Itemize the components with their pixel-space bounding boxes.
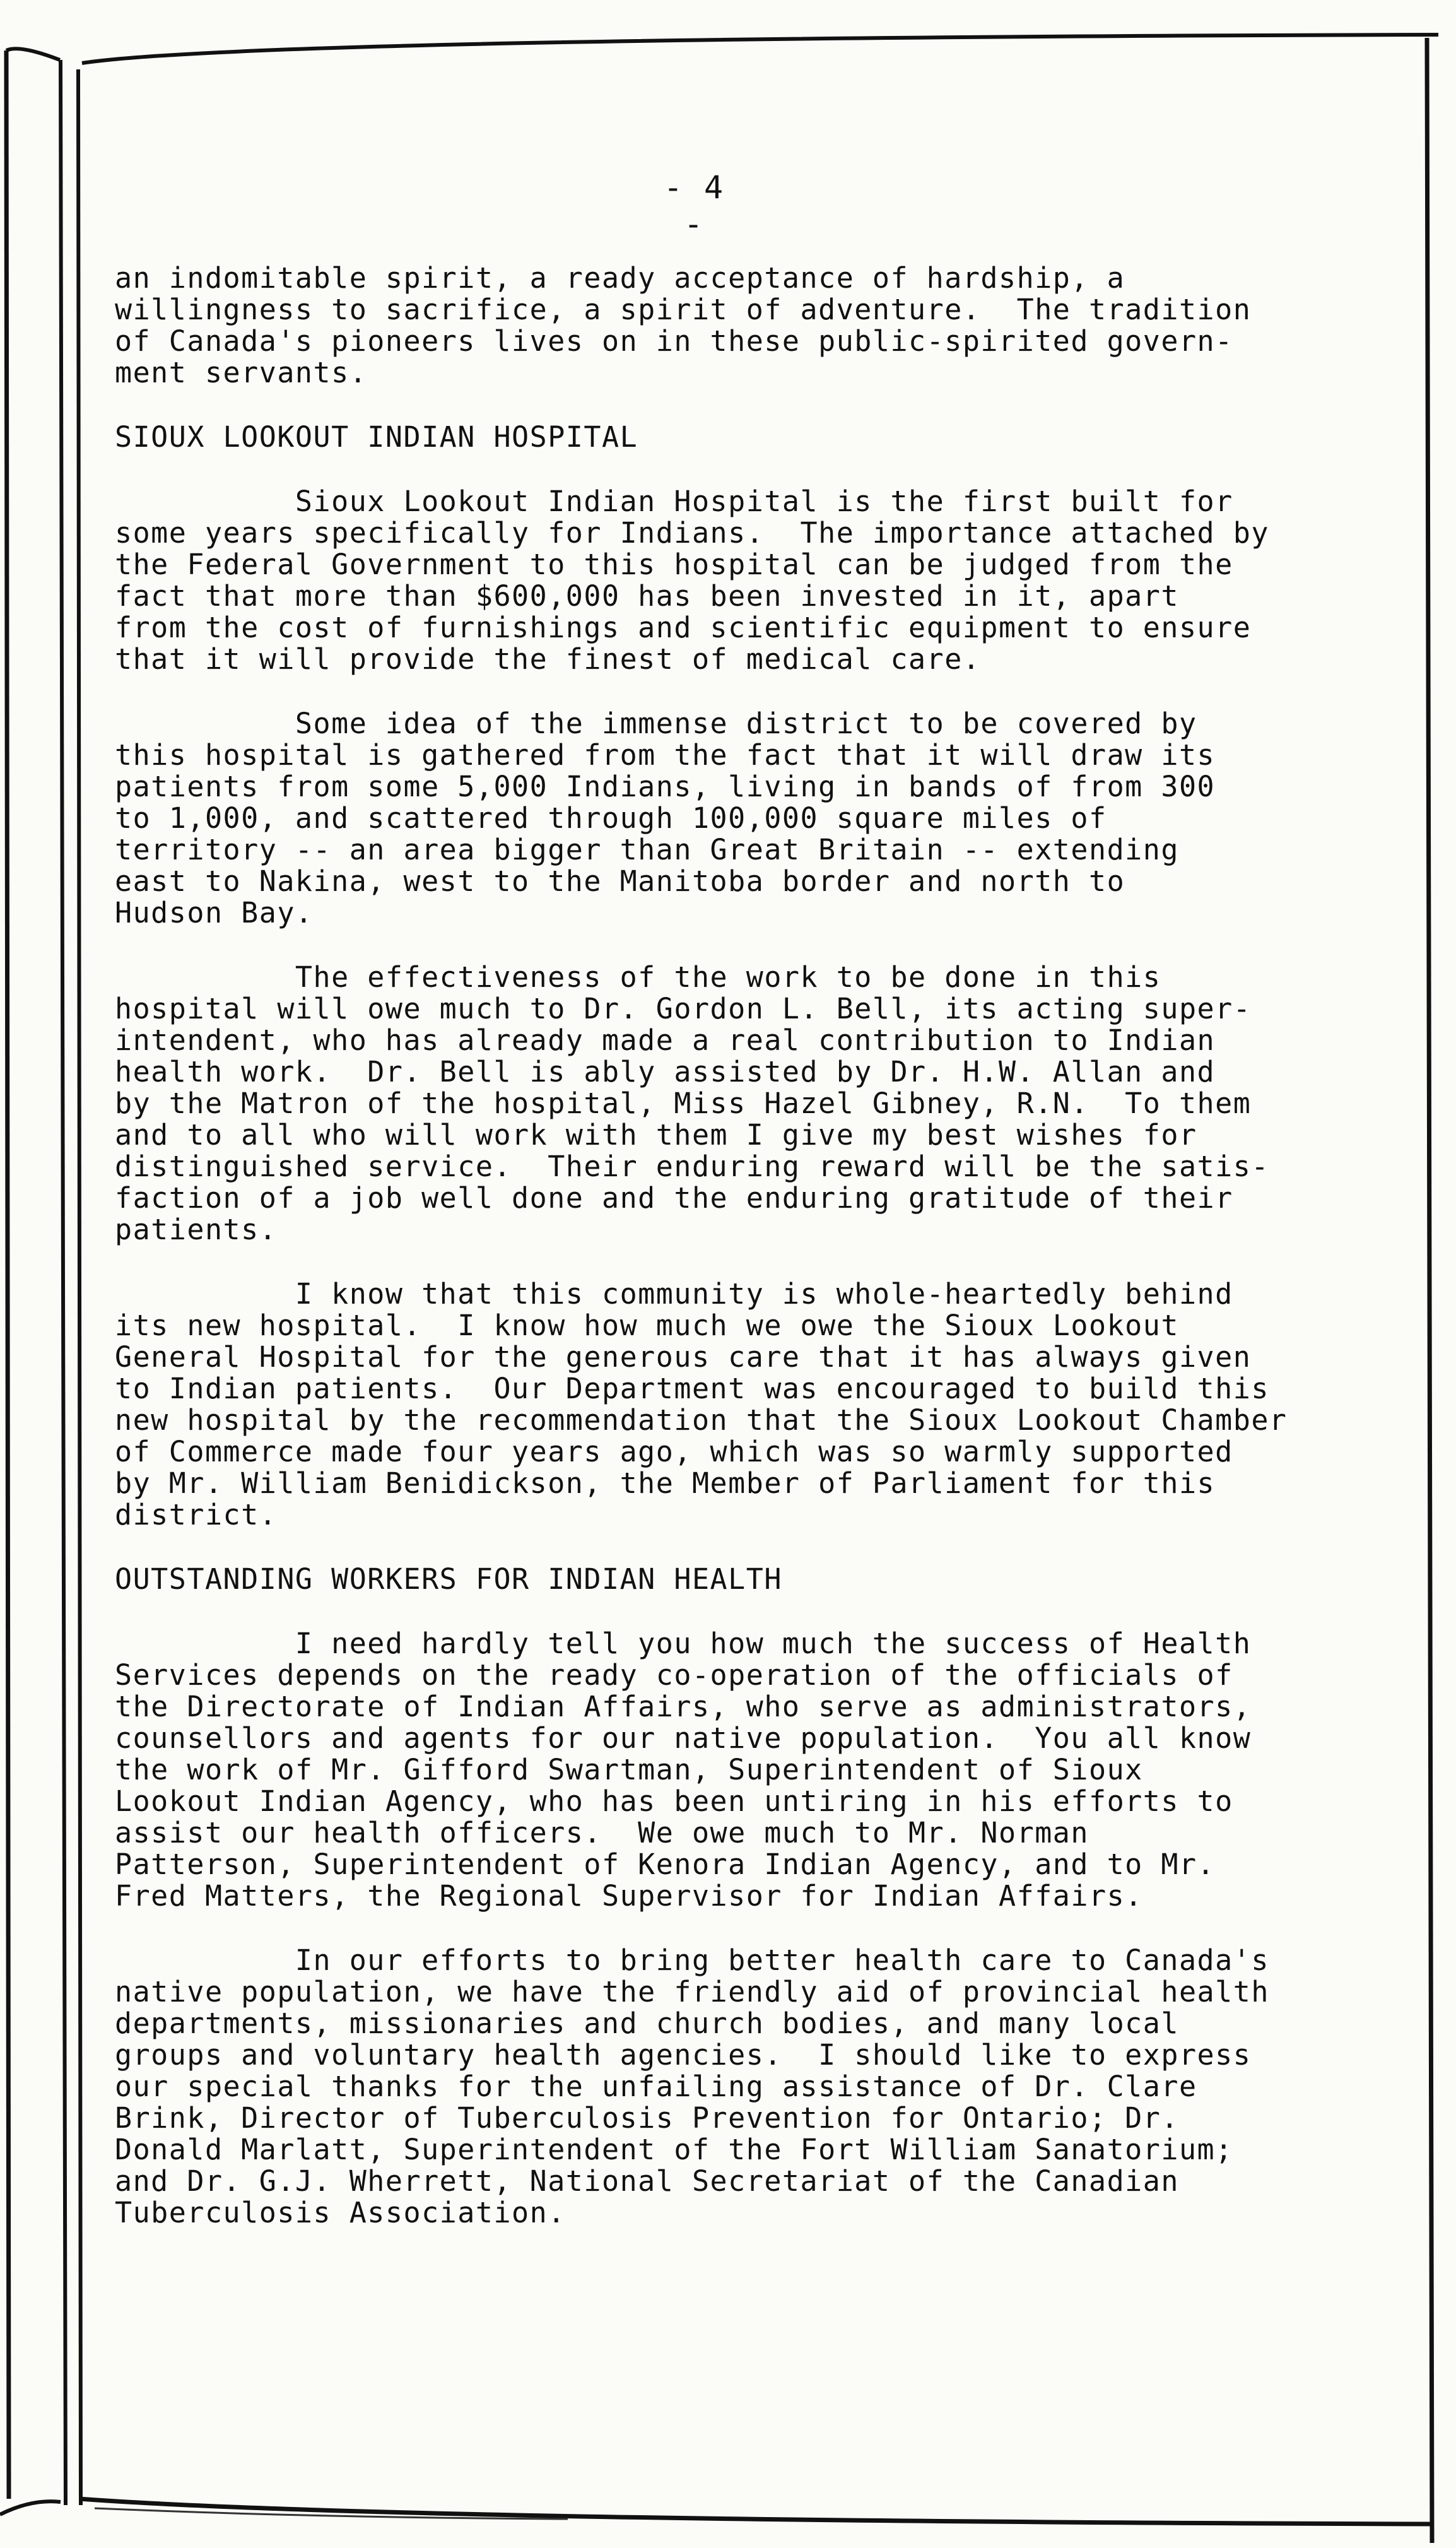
text-line: some years specifically for Indians. The importance attached by xyxy=(115,516,1269,550)
text-line: territory -- an area bigger than Great Britain -- extending xyxy=(115,833,1179,866)
document-body xyxy=(115,262,1377,2229)
text-line: to Indian patients. Our Department was encouraged to build this xyxy=(115,1372,1269,1405)
section-gap xyxy=(115,1912,1377,1945)
text-line: willingness to sacrifice, a spirit of adventure. The tradition xyxy=(115,293,1252,326)
paragraph xyxy=(115,486,1377,675)
text-line: Lookout Indian Agency, who has been untiring in his efforts to xyxy=(115,1784,1233,1818)
text-line: the work of Mr. Gifford Swartman, Superintendent of Sioux xyxy=(115,1753,1143,1786)
text-line: Services depends on the ready co-operation of the officials of xyxy=(115,1658,1233,1692)
text-line: Patterson, Superintendent of Kenora Indian Agency, and to Mr. xyxy=(115,1848,1216,1881)
section-gap xyxy=(115,389,1377,422)
paragraph xyxy=(115,708,1377,929)
text-line: the Directorate of Indian Affairs, who serve as administrators, xyxy=(115,1690,1252,1723)
section-gap xyxy=(115,675,1377,708)
section-gap xyxy=(115,453,1377,486)
section-heading: OUTSTANDING WORKERS FOR INDIAN HEALTH xyxy=(115,1562,782,1596)
text-line: district. xyxy=(115,1498,278,1531)
text-line: faction of a job well done and the enduring gratitude of their xyxy=(115,1181,1233,1215)
text-line: patients. xyxy=(115,1213,278,1246)
text-line: assist our health officers. We owe much to Mr. Norman xyxy=(115,1816,1089,1849)
text-line: from the cost of furnishings and scientific equipment to ensure xyxy=(115,611,1252,644)
text-line: General Hospital for the generous care that it has always given xyxy=(115,1340,1252,1374)
text-line: by Mr. William Benidickson, the Member of Parliament for this xyxy=(115,1466,1216,1500)
text-line: new hospital by the recommendation that the Sioux Lookout Chamber xyxy=(115,1403,1288,1437)
paragraph xyxy=(115,1628,1377,1912)
text-line: I need hardly tell you how much the success of Health xyxy=(115,1627,1252,1660)
text-line: counsellors and agents for our native population. You all know xyxy=(115,1721,1252,1755)
text-line: an indomitable spirit, a ready acceptance of hardship, a xyxy=(115,261,1125,295)
text-line: by the Matron of the hospital, Miss Hazel Gibney, R.N. To them xyxy=(115,1087,1252,1120)
text-line: intendent, who has already made a real contribution to Indian xyxy=(115,1023,1216,1057)
text-line: patients from some 5,000 Indians, living in bands of from 300 xyxy=(115,770,1216,803)
text-line: to 1,000, and scattered through 100,000 square miles of xyxy=(115,801,1107,835)
section-gap xyxy=(115,1246,1377,1278)
text-line: native population, we have the friendly aid of provincial health xyxy=(115,1975,1269,2008)
section-gap xyxy=(115,1531,1377,1564)
text-line: of Commerce made four years ago, which was so warmly supported xyxy=(115,1435,1233,1468)
text-line: health work. Dr. Bell is ably assisted by Dr. H.W. Allan and xyxy=(115,1055,1216,1088)
text-line: The effectiveness of the work to be done in this xyxy=(115,960,1161,994)
text-line: the Federal Government to this hospital can be judged from the xyxy=(115,548,1233,581)
text-line: Tuberculosis Association. xyxy=(115,2196,566,2229)
paragraph xyxy=(115,962,1377,1246)
text-line: fact that more than $600,000 has been invested in it, apart xyxy=(115,579,1179,613)
paragraph xyxy=(115,1945,1377,2229)
text-line: Some idea of the immense district to be covered by xyxy=(115,707,1197,740)
text-line: and to all who will work with them I give my best wishes for xyxy=(115,1118,1197,1152)
text-line: I know that this community is whole-heartedly behind xyxy=(115,1277,1233,1311)
text-line: of Canada's pioneers lives on in these public-spirited govern- xyxy=(115,324,1233,358)
text-line: departments, missionaries and church bodies, and many local xyxy=(115,2007,1179,2040)
text-line: our special thanks for the unfailing assistance of Dr. Clare xyxy=(115,2070,1197,2103)
text-line: ment servants. xyxy=(115,356,368,389)
paragraph xyxy=(115,1278,1377,1531)
paragraph xyxy=(115,262,1377,389)
section-gap xyxy=(115,929,1377,962)
text-line: Sioux Lookout Indian Hospital is the first built for xyxy=(115,485,1233,518)
text-line: and Dr. G.J. Wherrett, National Secretariat of the Canadian xyxy=(115,2164,1179,2198)
text-line: hospital will owe much to Dr. Gordon L. Bell, its acting super- xyxy=(115,992,1252,1025)
section-gap xyxy=(115,1595,1377,1628)
section-heading: SIOUX LOOKOUT INDIAN HOSPITAL xyxy=(115,420,638,454)
text-line: distinguished service. Their enduring reward will be the satis- xyxy=(115,1150,1269,1183)
text-line: Brink, Director of Tuberculosis Prevention for Ontario; Dr. xyxy=(115,2101,1179,2135)
text-line: Donald Marlatt, Superintendent of the Fort William Sanatorium; xyxy=(115,2133,1233,2166)
text-line: In our efforts to bring better health care to Canada's xyxy=(115,1943,1269,1977)
text-line: this hospital is gathered from the fact that it will draw its xyxy=(115,738,1216,772)
page-number: - 4 - xyxy=(663,169,725,242)
text-line: Hudson Bay. xyxy=(115,896,314,929)
text-line: Fred Matters, the Regional Supervisor for Indian Affairs. xyxy=(115,1879,1143,1913)
text-line: that it will provide the finest of medical care. xyxy=(115,642,981,676)
text-line: east to Nakina, west to the Manitoba border and north to xyxy=(115,864,1125,898)
text-line: its new hospital. I know how much we owe the Sioux Lookout xyxy=(115,1309,1179,1342)
text-line: groups and voluntary health agencies. I should like to express xyxy=(115,2038,1252,2072)
